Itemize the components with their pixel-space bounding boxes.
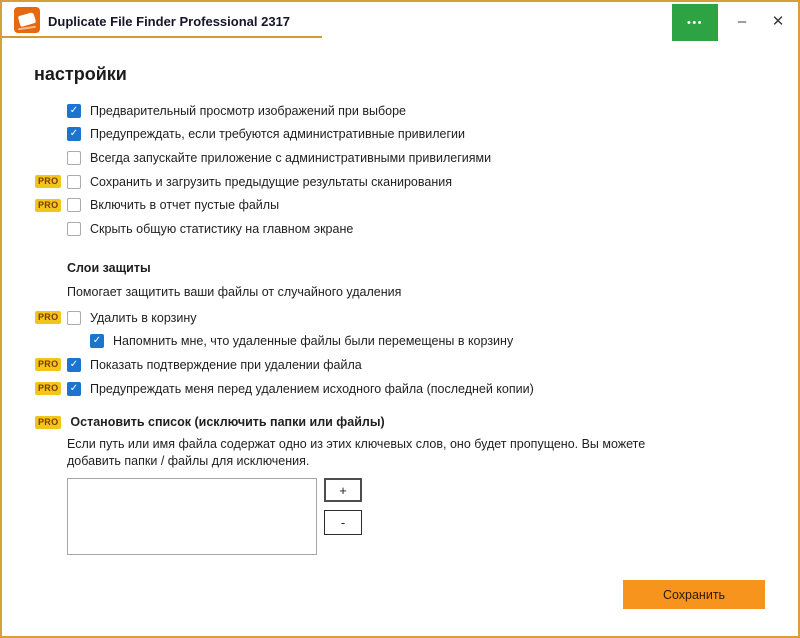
checkbox-label: Удалить в корзину	[90, 310, 197, 325]
protection-section-title: Слои защиты	[67, 261, 151, 275]
checkbox[interactable]	[67, 151, 81, 165]
option-row	[35, 377, 534, 401]
pro-badge-slot	[35, 104, 67, 117]
more-menu-button[interactable]: •••	[672, 4, 718, 41]
pro-badge-slot	[35, 222, 67, 235]
checkbox-label: Включить в отчет пустые файлы	[90, 198, 280, 213]
option-row	[35, 306, 534, 330]
checkbox-label: Показать подтверждение при удалении файла	[90, 357, 362, 372]
protection-section-subtitle: Помогает защитить ваши файлы от случайного удаления	[67, 285, 402, 299]
close-icon[interactable]: ✕	[764, 8, 792, 34]
remove-item-button[interactable]: -	[324, 510, 362, 535]
pro-badge-slot	[35, 151, 67, 164]
checkbox[interactable]	[67, 198, 81, 212]
titlebar-underline	[2, 36, 322, 38]
checkbox-label: Скрыть общую статистику на главном экране	[90, 221, 354, 236]
checkbox[interactable]: ✓	[67, 382, 81, 396]
pro-badge: PRO	[35, 382, 61, 395]
checkbox[interactable]: ✓	[67, 127, 81, 141]
titlebar	[2, 2, 798, 40]
minimize-button[interactable]: –	[728, 8, 756, 34]
checkbox[interactable]: ✓	[67, 358, 81, 372]
option-row	[35, 193, 491, 217]
pro-badge: PRO	[35, 311, 61, 324]
option-row	[35, 146, 491, 170]
app-icon	[14, 7, 40, 33]
pro-badge: PRO	[35, 199, 61, 212]
pro-badge-slot	[35, 382, 67, 395]
pro-badge-slot	[35, 358, 67, 371]
checkbox[interactable]	[67, 175, 81, 189]
checkbox-label: Предупреждать, если требуются административные привилегии	[90, 127, 466, 142]
stop-list-box[interactable]	[67, 478, 317, 555]
option-row	[35, 353, 534, 377]
protection-options-list	[35, 306, 534, 400]
save-button[interactable]: Сохранить	[623, 580, 765, 609]
pro-badge: PRO	[35, 175, 61, 188]
pro-badge: PRO	[35, 358, 61, 371]
checkbox-label: Напомнить мне, что удаленные файлы были перемещены в корзину	[113, 334, 514, 349]
checkbox-label: Всегда запускайте приложение с административными привилегиями	[90, 150, 492, 165]
checkbox[interactable]: ✓	[67, 104, 81, 118]
general-options-list	[35, 99, 491, 241]
checkbox-label: Предварительный просмотр изображений при выборе	[90, 103, 406, 118]
checkbox[interactable]	[67, 222, 81, 236]
pro-badge-slot	[35, 199, 67, 212]
pro-badge-slot	[35, 175, 67, 188]
option-row	[35, 170, 491, 194]
stoplist-section-title: Остановить список (исключить папки или файлы)	[70, 415, 385, 429]
page-title: настройки	[34, 64, 127, 84]
option-row	[35, 123, 491, 147]
checkbox-label: Сохранить и загрузить предыдущие результаты сканирования	[90, 174, 452, 189]
pro-badge-slot	[35, 311, 67, 324]
checkbox[interactable]: ✓	[90, 334, 104, 348]
option-row	[35, 217, 491, 241]
stoplist-description: Если путь или имя файла содержат одно из этих ключевых слов, оно будет пропущено. Вы можете добавить папки / файлы для исключения.	[67, 437, 646, 468]
window-title: Duplicate File Finder Professional 2317	[48, 14, 291, 29]
pro-badge-slot	[35, 335, 67, 348]
option-row	[35, 99, 491, 123]
document-page-icon	[18, 12, 36, 27]
checkbox[interactable]	[67, 311, 81, 325]
checkbox-label: Предупреждать меня перед удалением исходного файла (последней копии)	[90, 381, 534, 396]
pro-badge-slot	[35, 128, 67, 141]
add-item-button[interactable]: +	[324, 478, 362, 502]
pro-badge: PRO	[35, 416, 61, 429]
stoplist-section-header	[35, 415, 385, 429]
option-row	[35, 330, 534, 354]
